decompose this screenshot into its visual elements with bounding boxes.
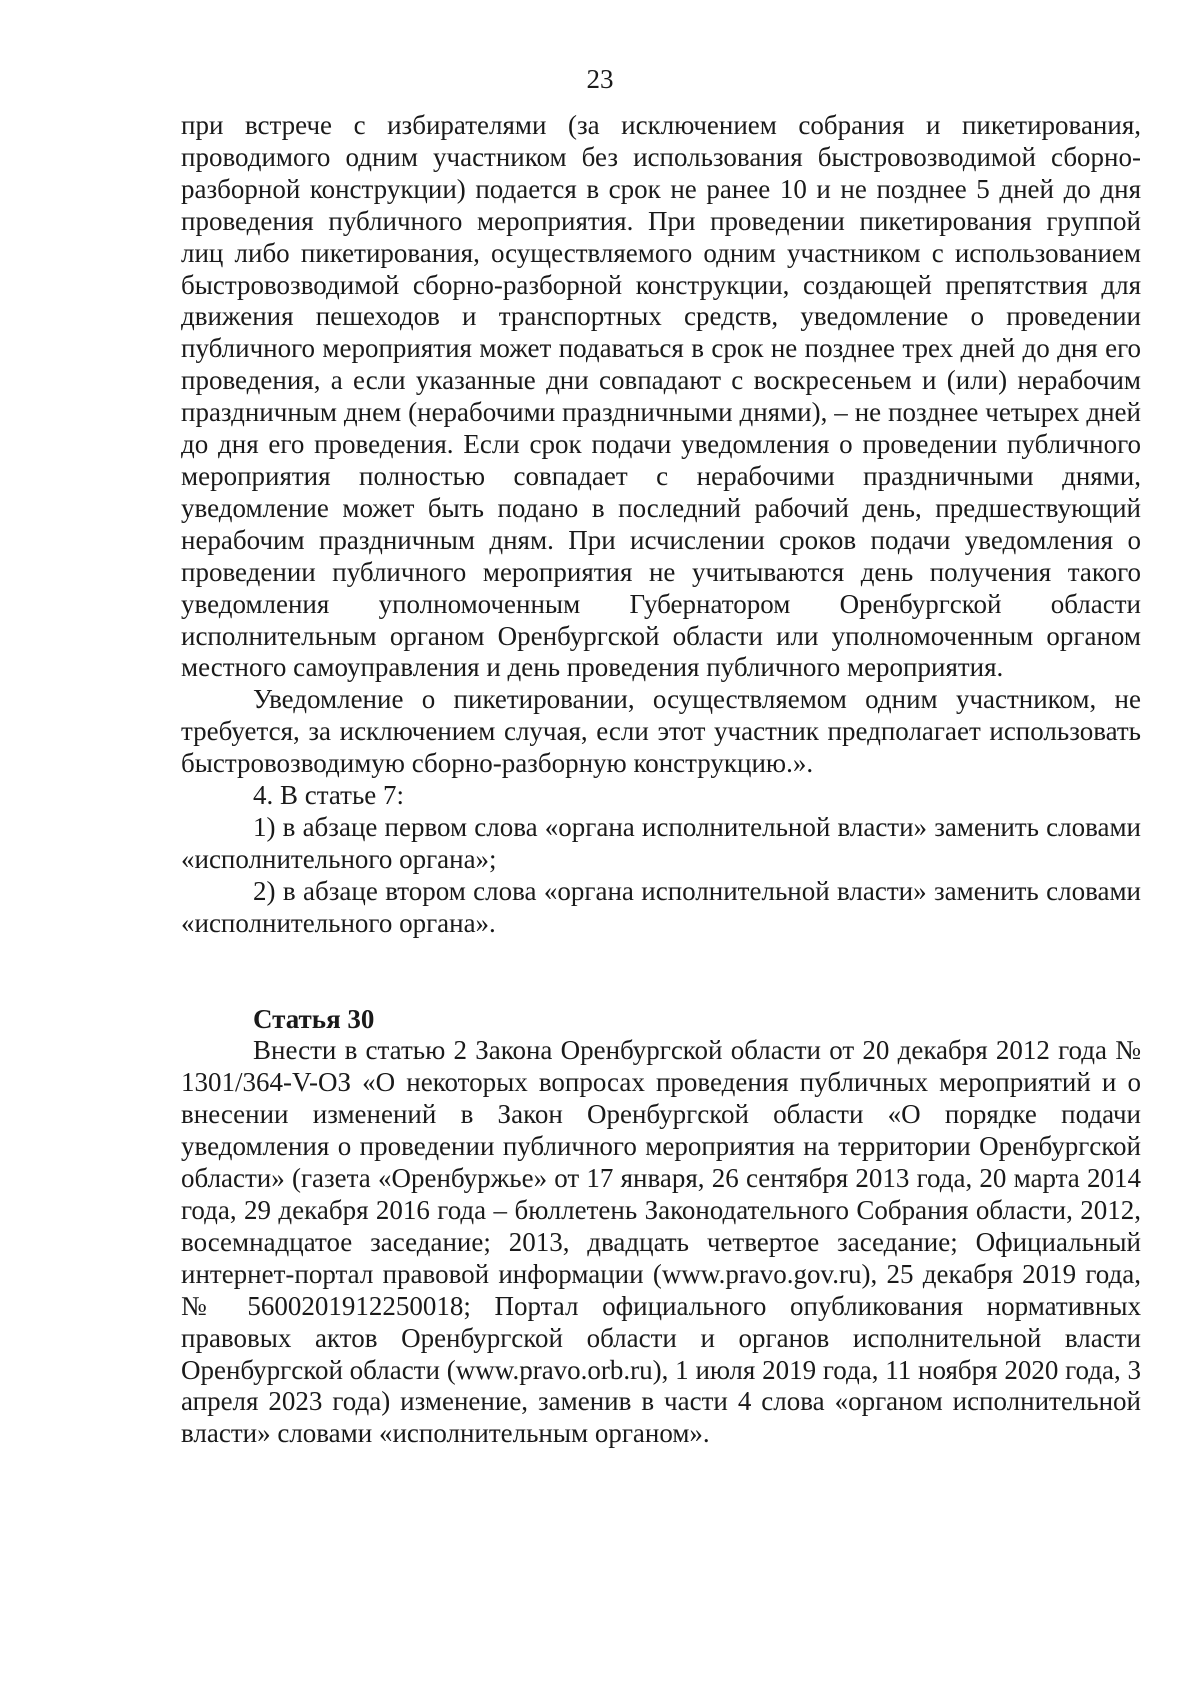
article-30-text: Внести в статью 2 Закона Оренбургской области от 20 декабря 2012 года № 1301/364-V-ОЗ «О некоторых вопросах проведения публичных мероприятий и о внесении изменений в Закон Оренбургской области «О порядке подачи уведомления о проведении публичного мероприятия на территории Оренбургской области» (газета «Оренбуржье» от 17 января, 26 сентября 2013 года, 20 марта 2014 года, 29 декабря 2016 года – бюллетень Законодательного Собрания области, 2012, восемнадцатое заседание; 2013, двадцать четвертое заседание; Официальный интернет-портал правовой информации (www.pravo.gov.ru), 25 декабря 2019 года, № 5600201912250018; Портал официального опубликования нормативных правовых актов Оренбургской области и органов исполнительной власти Оренбургской области (www.pravo.orb.ru), 1 июля 2019 года, 11 ноября 2020 года, 3 апреля 2023 года) изменение, заменив в части 4 слова «органом исполнительной власти» словами «исполнительным органом».: [181, 1035, 1141, 1449]
paragraph-article-7-item-1: 1) в абзаце первом слова «органа исполнительной власти» заменить словами «исполнительного органа»;: [181, 811, 1141, 874]
document-body: [181, 110, 1141, 1450]
page-number: 23: [586, 64, 614, 94]
paragraph-notification-deadlines: при встрече с избирателями (за исключением собрания и пикетирования, проводимого одним участником без использования быстровозводимой сборно-разборной конструкции) подается в срок не ранее 10 и не позднее 5 дней до дня проведения публичного мероприятия. При проведении пикетирования группой лиц либо пикетирования, осуществляемого одним участником с использованием быстровозводимой сборно-разборной конструкции, создающей препятствия для движения пешеходов и транспортных средств, уведомление о проведении публичного мероприятия может подаваться в срок не позднее трех дней до дня его проведения, а если указанные дни совпадают с воскресеньем и (или) нерабочим праздничным днем (нерабочими праздничными днями), – не позднее четырех дней до дня его проведения. Если срок подачи уведомления о проведении публичного мероприятия полностью совпадает с нерабочими праздничными днями, уведомление может быть подано в последний рабочий день, предшествующий нерабочим праздничным дням. При исчислении сроков подачи уведомления о проведении публичного мероприятия не учитываются день получения такого уведомления уполномоченным Губернатором Оренбургской области исполнительным органом Оренбургской области или уполномоченным органом местного самоуправления и день проведения публичного мероприятия.: [181, 110, 1141, 683]
paragraph-single-picket: Уведомление о пикетировании, осуществляемом одним участником, не требуется, за исключением случая, если этот участник предполагает использовать быстровозводимую сборно-разборную конструкцию.».: [181, 684, 1141, 779]
section-spacer: [181, 940, 1141, 1004]
paragraph-article-7-item-2: 2) в абзаце втором слова «органа исполнительной власти» заменить словами «исполнительного органа».: [181, 875, 1141, 938]
article-30-title: Статья 30: [253, 1003, 375, 1034]
paragraph-article-7-heading: 4. В статье 7:: [253, 780, 405, 811]
